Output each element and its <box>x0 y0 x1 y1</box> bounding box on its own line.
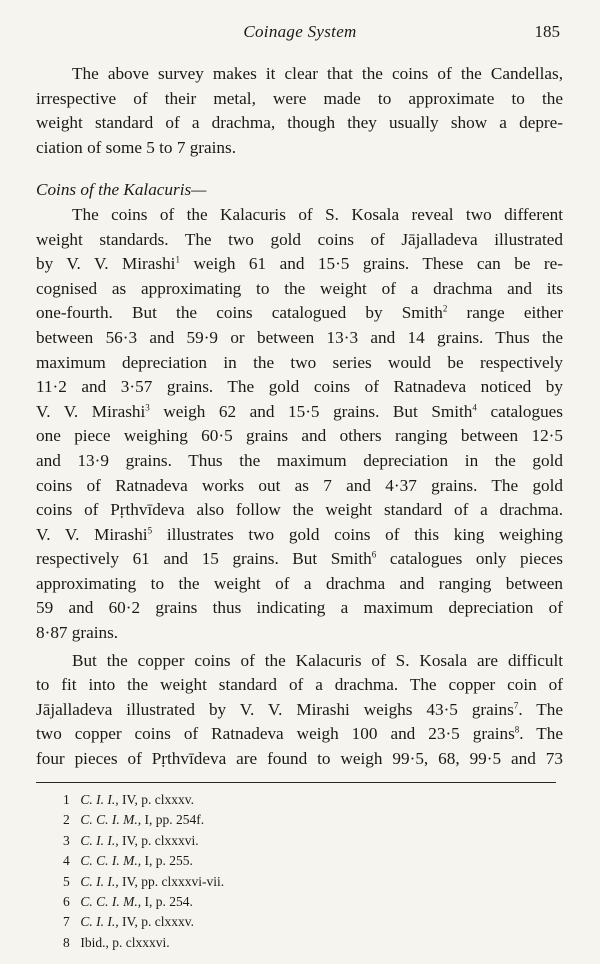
footnotes <box>63 790 224 953</box>
section-heading: Coins of the Kalacuris— <box>36 180 207 200</box>
footnote-ref: 6 <box>371 549 377 560</box>
text-line: But the copper coins of the Kalacuris of S. Kosala are difficult <box>72 650 563 670</box>
text-line: The above survey makes it clear that the coins of the Candellas, <box>72 64 563 83</box>
text-line: coins of Pṛthvīdeva also follow the weight standard of a drachma. <box>36 500 563 520</box>
text-line: weight standard of a drachma, though they usually show a depre- <box>36 113 563 133</box>
text-line: two copper coins of Ratnadeva weigh 100 and 23·5 grains$^8$. The <box>36 724 563 744</box>
text-line: by V. V. Mirashi$^1$ weigh 61 and 15·5 grains. These can be re- <box>36 254 563 274</box>
footnote-ref: 5 <box>147 524 153 535</box>
text-line: one-fourth. But the coins catalogued by Smith$^2$ range either <box>36 303 563 323</box>
text-line: one piece weighing 60·5 grains and others ranging between 12·5 <box>36 426 563 446</box>
footnote-ref: 1 <box>175 254 180 265</box>
text-line: coins of Ratnadeva works out as 7 and 4·37 grains. The gold <box>36 475 563 495</box>
text-line: respectively 61 and 15 grains. But Smith$^6$ catalogues only pieces <box>36 549 563 569</box>
paragraph-2 <box>36 203 563 646</box>
text-line: four pieces of Pṛthvīdeva are found to weigh 99·5, 68, 99·5 and 73 <box>36 749 563 769</box>
footnote-divider <box>36 782 556 783</box>
text-line: ciation of some 5 to 7 grains. <box>36 137 237 157</box>
text-line: 59 and 60·2 grains thus indicating a maximum depreciation of <box>36 598 563 618</box>
text-line: Jājalladeva illustrated by V. V. Mirashi weighs 43·5 grains$^7$. The <box>36 699 563 719</box>
text-line: V. V. Mirashi$^5$ illustrates two gold coins of this king weighing <box>36 524 563 544</box>
text-line: approximating to the weight of a drachma and ranging between <box>36 573 563 593</box>
footnote: 8 Ibid., p. clxxxvi. <box>63 934 170 950</box>
footnote-ref: 4 <box>472 401 477 412</box>
text-line: 11·2 and 3·57 grains. The gold coins of Ratnadeva noticed by <box>36 377 563 397</box>
text-line: irrespective of their metal, were made to approximate to the <box>36 88 563 108</box>
running-head <box>36 22 564 46</box>
footnote-ref: 8 <box>514 724 520 735</box>
body-text <box>36 62 563 772</box>
running-head-title: Coinage System <box>243 22 357 41</box>
paragraph-1 <box>36 62 563 160</box>
text-line: cognised as approximating to the weight of a drachma and its <box>36 278 563 298</box>
text-line: between 56·3 and 59·9 or between 13·3 and 14 grains. Thus the <box>36 327 563 347</box>
footnote: 1 C. I. I., IV, p. clxxxv. <box>63 792 194 807</box>
footnote: 4 C. C. I. M., I, p. 255. <box>63 853 193 869</box>
text-line: weight standards. The two gold coins of Jājalladeva illustrated <box>36 229 563 249</box>
page-number: 185 <box>534 22 560 41</box>
text-line: 8·87 grains. <box>36 623 119 643</box>
text-line: and 13·9 grains. Thus the maximum depreciation in the gold <box>36 450 563 470</box>
footnote-ref: 7 <box>513 700 519 711</box>
footnote: 2 C. C. I. M., I, pp. 254f. <box>63 812 205 828</box>
text-line: The coins of the Kalacuris of S. Kosala reveal two different <box>72 204 563 224</box>
footnote-ref: 3 <box>145 401 150 412</box>
footnote-ref: 2 <box>442 303 448 314</box>
text-line: maximum depreciation in the two series would be respectively <box>36 352 563 372</box>
footnote: 3 C. I. I., IV, p. clxxxvi. <box>63 832 199 848</box>
text-line: V. V. Mirashi$^3$ weigh 62 and 15·5 grains. But Smith$^4$ catalogues <box>36 401 563 421</box>
text-line: to fit into the weight standard of a drachma. The copper coin of <box>36 675 563 695</box>
footnote: 7 C. I. I., IV, p. clxxxv. <box>63 914 194 930</box>
footnote: 5 C. I. I., IV, pp. clxxxvi-vii. <box>63 873 225 889</box>
footnote: 6 C. C. I. M., I, p. 254. <box>63 894 193 910</box>
paragraph-3 <box>36 649 563 772</box>
